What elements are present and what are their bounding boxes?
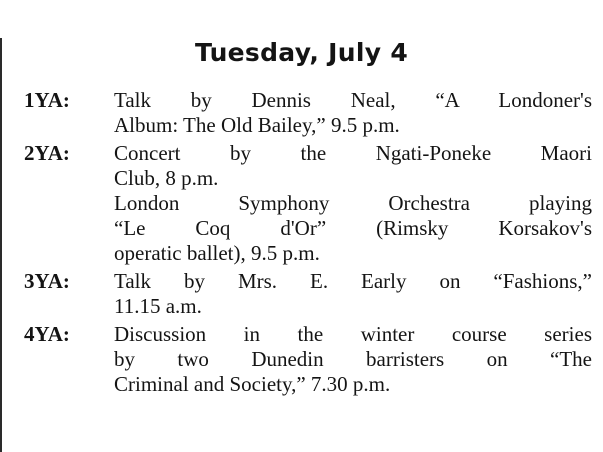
- listing-entry-2ya: [24, 141, 592, 266]
- station-label: 3YA:: [24, 269, 70, 293]
- listing-entry-1ya: [24, 88, 592, 138]
- entry-detail: [114, 88, 592, 138]
- detail-line: 11.15 a.m.: [114, 294, 202, 318]
- listing-entry-4ya: [24, 322, 592, 397]
- detail-line: Talk by Mrs. E. Early on “Fashions,”: [114, 269, 592, 293]
- column-rule: [0, 38, 2, 452]
- detail-line: Talk by Dennis Neal, “A Londoner's: [114, 88, 592, 112]
- station-label: 1YA:: [24, 88, 70, 112]
- station-label: 4YA:: [24, 322, 70, 346]
- page-title: Tuesday, July 4: [194, 38, 409, 67]
- detail-line: by two Dunedin barristers on “The: [114, 347, 592, 371]
- detail-line: London Symphony Orchestra playing: [114, 191, 592, 215]
- entry-detail: [114, 141, 592, 266]
- detail-line: Concert by the Ngati-Poneke Maori: [114, 141, 592, 165]
- detail-line: Discussion in the winter course series: [114, 322, 592, 346]
- entry-detail: [114, 269, 592, 319]
- radio-listing: [24, 88, 592, 400]
- detail-line: operatic ballet), 9.5 p.m.: [114, 241, 320, 265]
- detail-line: “Le Coq d'Or” (Rimsky Korsakov's: [114, 216, 592, 240]
- station-label: 2YA:: [24, 141, 70, 165]
- detail-line: Album: The Old Bailey,” 9.5 p.m.: [114, 113, 400, 137]
- detail-line: Criminal and Society,” 7.30 p.m.: [114, 372, 391, 396]
- listing-entry-3ya: [24, 269, 592, 319]
- detail-line: Club, 8 p.m.: [114, 166, 219, 190]
- entry-detail: [114, 322, 592, 397]
